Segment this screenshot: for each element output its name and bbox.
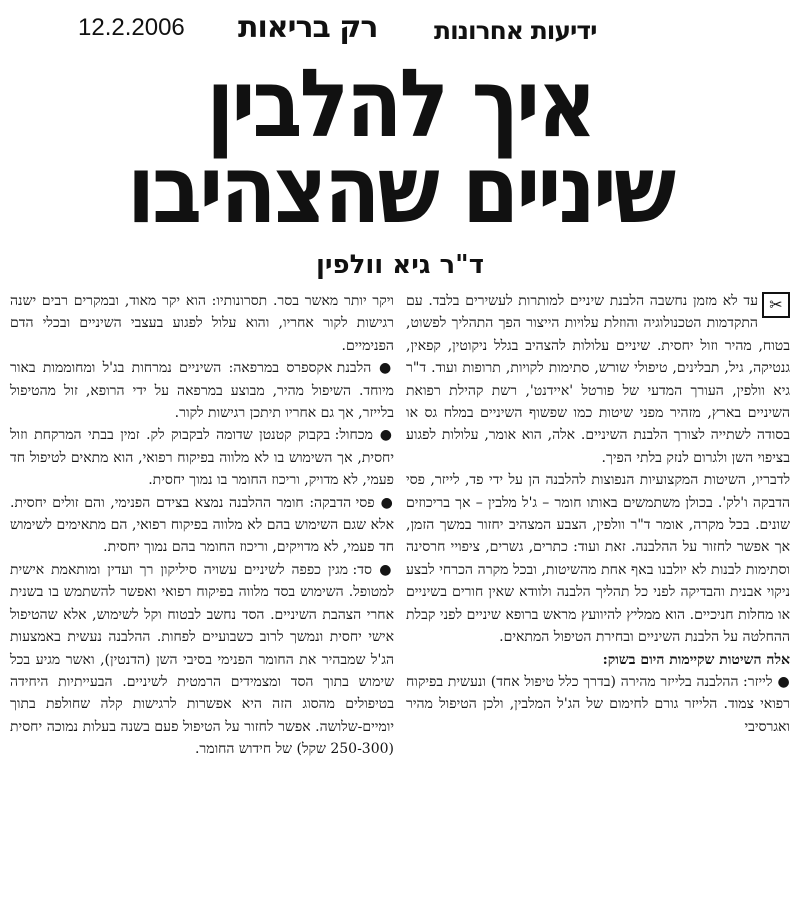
bullet-icon: ●	[772, 673, 791, 690]
paragraph-text: עד לא מזמן נחשבה הלבנת שיניים למותרות לעשירים בלבד. עם התקדמות הטכנולוגיה והוזלת עלויות הייצור הפך התהליך לפשוט, בטוח, מהיר וזול יחסית. שיניים עלולות להצהיב בגלל ניקוטין, קפאין, גנטיקה, גיל, תבלינים, טיפולי שורש, סתימות לקויות, תרופות ועוד. ד"ר גיא וולפין, העורך המדעי של פורטל 'איידנט', רשת קהילת רפואת השיניים בארץ, מזהיר מפני שיטות כמו שפשוף השיניים במלח גס או בסודה לשתייה לצורך הלבנת השיניים. אלה, הוא אומר, עלולות לפגוע בציפוי השן ולגרום לנזק בלתי הפיך.	[406, 293, 790, 466]
masthead	[0, 10, 800, 50]
paragraph-text: פסי הדבקה: חומר ההלבנה נמצא בצידם הפנימי, והם זולים יחסית. אלא שגם השימוש בהם לא מלווה בפיקוח רפואי, הם מתאימים לשימוש חד פעמי, לא מדויקים, וריכוז החומר בהם נמוך יחסית.	[10, 494, 394, 556]
paragraph-text: מכחול: בקבוק קטנטן שדומה לבקבוק לק. זמין בבתי המרקחת וזול יחסית, אך השימוש בו לא מלווה בפיקוח רפואי, הוא מתאים לטיפול חד פעמי, לא מדויק, וריכוז החומר בו נמוך יחסית.	[10, 427, 394, 489]
article-paragraph	[10, 492, 394, 559]
newspaper-name: ידיעות אחרונות	[434, 16, 597, 45]
byline: ד"ר גיא וולפין	[315, 250, 485, 280]
scissors-icon: ✂	[762, 292, 790, 318]
bullet-icon: ●	[371, 561, 394, 578]
article-column-right	[406, 290, 790, 738]
article-paragraph	[10, 559, 394, 761]
article-paragraph	[406, 290, 790, 469]
paragraph-text: סד: מגין כפפה לשיניים עשויה סיליקון רך ועדין ומותאמת אישית למטופל. השימוש בסד מלווה בפיקוח רפואי ואפשר להשתמש בו בשנית אחרי הצהבת השיניים. הסד נחשב לבטוח וקל לשימוש, אלא שהטיפול אישי יחסית ונמשך לרוב כשבועיים לפחות. ההלבנה נעשית באמצעות הג'ל שמבהיר את החומר הפנימי בסיבי השן (הדנטין), ואשר מגיע בכל שימוש בתוך הסד ומצמידים הרמטית לשיניים. הבעייתיות היחידה בטיפולים מהסוג הזה היא אפשרות לרגישות קלה שחולפת בתוך יומיים-שלושה. אפשר לחזור על הטיפול פעם בשנה בעלות נמוכה יחסית (250-300 שקל) של חידוש החומר.	[10, 561, 394, 758]
publication-date: 12.2.2006	[78, 14, 185, 41]
article-paragraph: ויקר יותר מאשר בסר. תסרונותיו: הוא יקר מאוד, ובמקרים רבים ישנה רגישות לקור אחריו, והוא עלול לפגוע בעצבי השיניים ובכלי הדם הפנימיים.	[10, 293, 394, 354]
paragraph-text: לייזר: ההלבנה בלייזר מהירה (בדרך כלל טיפול אחד) ונעשית בפיקוח רפואי צמוד. הלייזר גורם לחימום של הג'ל המלבין, ולכן הטיפול מהיר ואגרסיבי	[406, 673, 790, 735]
article-paragraph: לדבריו, השיטות המקצועיות הנפוצות להלבנה הן על ידי פד, לייזר, פסי הדבקה ו'לק'. בכולן משתמשים באותו חומר – ג'ל מלבין – אך בריכוזים שונים. בכל מקרה, אומר ד"ר וולפין, הצבע המצהיב יחזור במשך הזמן, אך אפשר לחזור על ההלבנה. זאת ועוד: כתרים, גשרים, ציפויי חרסינה וסתימות לבנות לא יולבנו באף אחת מהשיטות, ובכל מקרה הכרחי לבצע ניקוי אבנית והבדיקה לפני כל תהליך הלבנה ולוודא שאין חורים בשיניים או מחלות חניכיים. הוא ממליץ להיוועץ מראש ברופא שיניים לפני קבלת ההחלטה על הלבנת השיניים ובחירת הטיפול המתאים.	[406, 472, 790, 646]
article-paragraph	[406, 671, 790, 738]
article-paragraph	[10, 357, 394, 424]
bullet-icon: ●	[372, 427, 394, 444]
article-column-left	[10, 290, 394, 761]
article-paragraph	[10, 424, 394, 491]
bullet-icon: ●	[371, 360, 394, 377]
article-subheading: אלה השיטות שקיימות היום בשוק:	[602, 651, 790, 668]
bullet-icon: ●	[374, 494, 394, 511]
headline-line-1: איך להלבין	[206, 49, 594, 160]
headline-line-2: שיניים שהצהיבו	[126, 135, 674, 246]
section-title: רק בריאות	[238, 10, 378, 45]
paragraph-text: הלבנת אקספרס במרפאה: השיניים נמרחות בג'ל ומחוממות באור מיוחד. השיפול מהיר, מבוצע במרפאה על ידי הרופא, זול מהטיפול בלייזר, אך גם אחריו תיתכן רגישות לקור.	[10, 360, 394, 422]
